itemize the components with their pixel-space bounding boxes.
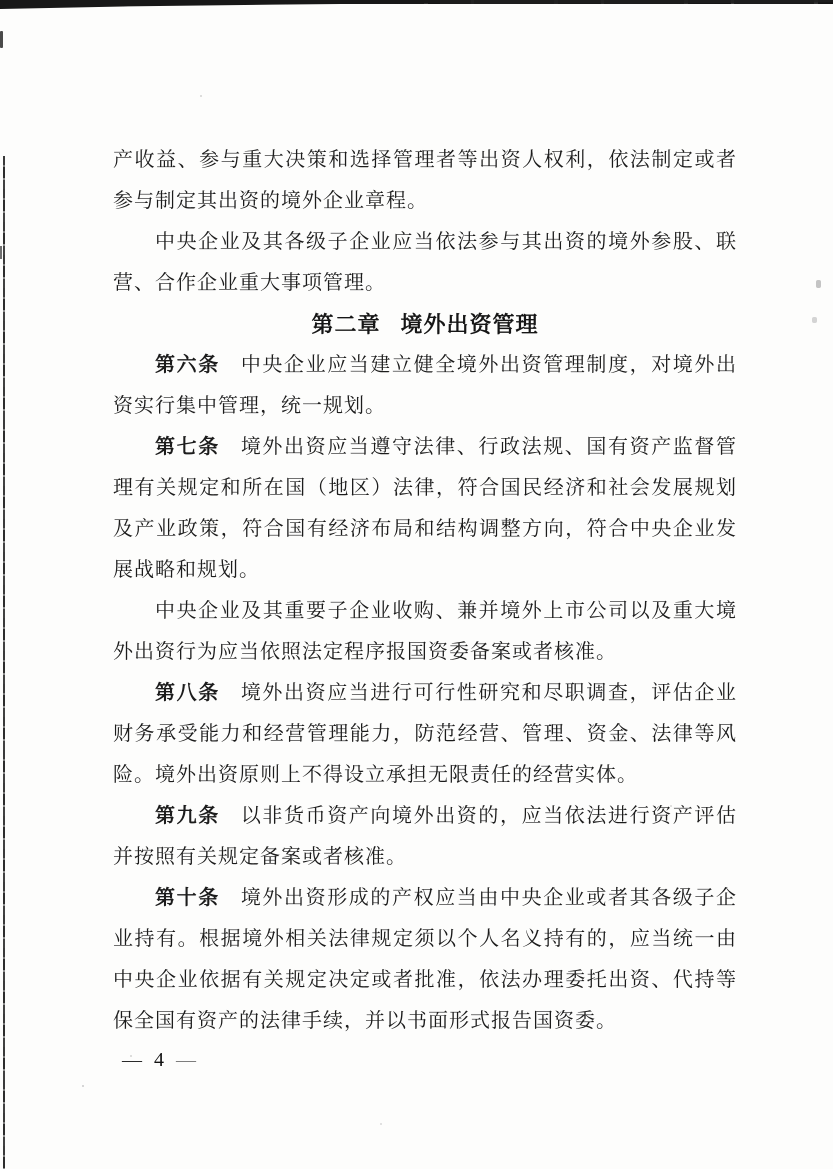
article-10-text: 境外出资形成的产权应当由中央企业或者其各级子企业持有。根据境外相关法律规定须以个人名义持有的，应当统一由中央企业依据有关规定决定或者批准，依法办理委托出资、代持等保全国有资产的法律手续，并以书面形式报告国资委。 [113,887,738,1032]
footer-page-number: 4 [154,1049,164,1071]
article-6-text: 中央企业应当建立健全境外出资管理制度，对境外出资实行集中管理，统一规划。 [113,354,738,417]
footer-dash-left: — [122,1049,142,1071]
article-6-paragraph [113,345,737,427]
scan-artifact-noise-specks [200,95,202,97]
paragraph-sub-investment-management: 中央企业及其各级子企业应当依法参与其出资的境外参股、联营、合作企业重大事项管理。 [113,231,737,294]
scan-artifact-left-edge-line [3,156,5,1169]
paragraph-merger-filing: 中央企业及其重要子企业收购、兼并境外上市公司以及重大境外出资行为应当依照法定程序报国资委备案或者核准。 [113,600,737,663]
chapter-heading [113,304,737,345]
scan-artifact-right-speck-1 [816,280,821,288]
paragraph-continuation: 产收益、参与重大决策和选择管理者等出资人权利，依法制定或者参与制定其出资的境外企业章程。 [113,149,737,212]
article-7-label: 第七条 [155,436,220,458]
article-9-paragraph [113,796,737,878]
page-number [122,1046,196,1074]
body-text [113,140,737,1042]
scan-artifact-top-edge-band-left [0,0,440,9]
article-6-label: 第六条 [155,354,220,376]
article-8-text: 境外出资应当进行可行性研究和尽职调查，评估企业财务承受能力和经营管理能力，防范经营、管理、资金、法律等风险。境外出资原则上不得设立承担无限责任的经营实体。 [113,682,738,786]
chapter-number: 第二章 [311,312,381,337]
footer-dash-right: — [176,1049,196,1071]
scan-artifact-left-tick-mid [0,246,2,259]
chapter-title: 境外出资管理 [400,312,539,337]
article-9-text: 以非货币资产向境外出资的，应当依法进行资产评估并按照有关规定备案或者核准。 [113,805,738,868]
article-10-label: 第十条 [155,887,220,909]
article-7-text: 境外出资应当遵守法律、行政法规、国有资产监督管理有关规定和所在国（地区）法律，符合国民经济和社会发展规划及产业政策，符合国有经济布局和结构调整方向，符合中央企业发展战略和规划。 [113,436,738,581]
article-8-paragraph [113,673,737,796]
article-7-paragraph [113,427,737,591]
article-10-paragraph [113,878,737,1042]
article-9-label: 第九条 [155,805,220,827]
scan-artifact-right-speck-2 [812,317,817,323]
article-8-label: 第八条 [155,682,220,704]
scan-artifact-left-tick-top [0,31,3,48]
